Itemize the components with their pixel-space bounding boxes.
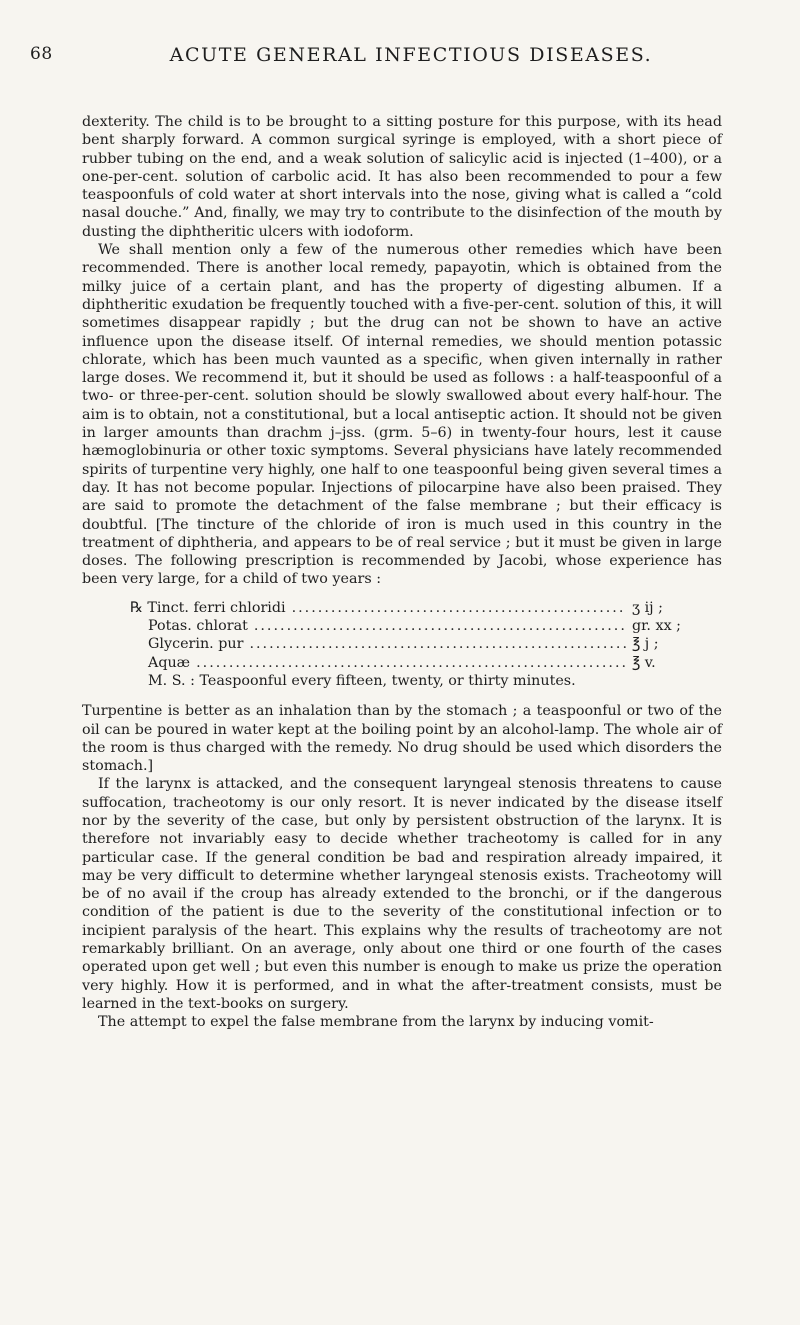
paragraph: Turpentine is better as an inhalation than by the stomach ; a teaspoonful or two of the oil can be poured in water kept at the boiling point by an alcohol-lamp. The whole air of the room is thus charged with the remedy. No drug should be used which disorders the stomach.] xyxy=(82,703,722,775)
paragraph: The attempt to expel the false membrane from the larynx by inducing vomit- xyxy=(98,1014,654,1031)
prescription-line xyxy=(130,635,690,653)
body-text xyxy=(82,113,722,1032)
dot-leader xyxy=(196,654,626,672)
ingredient-name: Glycerin. pur xyxy=(148,636,244,653)
ingredient-quantity: ℥ j ; xyxy=(632,636,659,653)
dot-leader xyxy=(249,635,626,653)
prescription-line xyxy=(130,599,690,617)
ingredient-quantity: ℥ v. xyxy=(632,654,656,671)
prescription-line xyxy=(130,654,690,672)
running-title: ACUTE GENERAL INFECTIOUS DISEASES. xyxy=(169,44,653,66)
ingredient-quantity: ʒ ij ; xyxy=(632,599,663,616)
dot-leader xyxy=(254,617,626,635)
paragraph: We shall mention only a few of the numerous other remedies which have been recommended. There is another local remedy, papayotin, which is obtained from the milky juice of a certain plant, and has the property of digesting albumen. If a diphtheritic exudation be frequently touched with a five-per-cent. solution of this, it will sometimes disappear rapidly ; but the drug can not be shown to have an active influence upon the disease itself. Of internal remedies, we should mention potassic chlorate, which has been much vaunted as a specific, when given internally in rather large doses. We recommend it, but it should be used as follows : a half-teaspoonful of a two- or three-per-cent. solution should be slowly swallowed about every half-hour. The aim is to obtain, not a constitutional, but a local antiseptic action. It should not be given in larger amounts than drachm j–jss. (grm. 5–6) in twenty-four hours, lest it cause hæmoglobinuria or other toxic symptoms. Several physicians have lately recommended spirits of turpentine very highly, one half to one teaspoonful being given several times a day. It has not become popular. Injections of pilocarpine have also been praised. They are said to promote the detachment of the false membrane ; but their efficacy is doubtful. [The tincture of the chloride of iron is much used in this country in the treatment of diphtheria, and appears to be of real service ; but it must be given in large doses. The following prescription is recommended by Jacobi, whose experience has been very large, for a child of two years : xyxy=(82,242,722,588)
paragraph: If the larynx is attacked, and the consequent laryngeal stenosis threatens to cause suffocation, tracheotomy is our only resort. It is never indicated by the disease itself nor by the severity of the case, but only by persistent obstruction of the larynx. It is therefore not invariably easy to decide whether tracheotomy is called for in any particular case. If the general condition be bad and respiration already impaired, it may be very difficult to determine whether laryngeal stenosis exists. Tracheotomy will be of no avail if the croup has already extended to the bronchi, or if the dangerous condition of the patient is due to the severity of the constitutional infection or to incipient paralysis of the heart. This explains why the results of tracheotomy are not remarkably brilliant. On an average, only about one third or one fourth of the cases operated upon get well ; but even this number is enough to make us prize the operation very highly. How it is performed, and in what the after-treatment consists, must be learned in the text-books on surgery. xyxy=(82,776,722,1012)
paragraph: dexterity. The child is to be brought to a sitting posture for this purpose, with its head bent sharply forward. A common surgical syringe is employed, with a short piece of rubber tubing on the end, and a weak solution of salicylic acid is injected (1–400), or a one-per-cent. solution of carbolic acid. It has also been recommended to pour a few teaspoonfuls of cold water at short intervals into the nose, giving what is called a “cold nasal douche.” And, finally, we may try to contribute to the disinfection of the mouth by dusting the diphtheritic ulcers with iodoform. xyxy=(82,114,722,240)
ingredient-name: Aquæ xyxy=(148,654,191,671)
page-number: 68 xyxy=(30,44,53,64)
prescription-line xyxy=(130,617,690,635)
page-header xyxy=(30,44,768,70)
ingredient-name: Potas. chlorat xyxy=(148,618,248,635)
ingredient-quantity: gr. xx ; xyxy=(632,618,681,635)
prescription-directions: M. S. : Teaspoonful every fifteen, twenty, or thirty minutes. xyxy=(148,672,576,689)
dot-leader xyxy=(292,599,626,617)
ingredient-name: ℞ Tinct. ferri chloridi xyxy=(130,599,286,616)
prescription xyxy=(130,599,690,690)
